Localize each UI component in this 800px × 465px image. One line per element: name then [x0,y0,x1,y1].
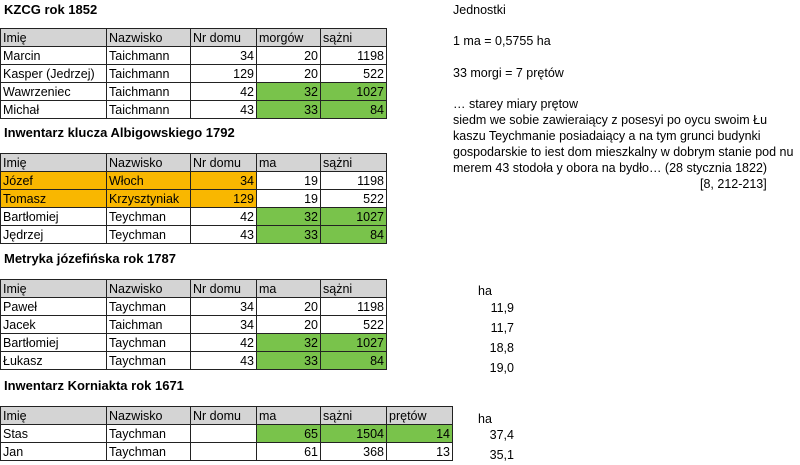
table-cell: Taychman [107,425,191,443]
header-cell: Nazwisko [107,280,191,298]
table-cell: 33 [257,101,321,119]
section-title-albigowski: Inwentarz klucza Albigowskiego 1792 [4,125,235,140]
table-cell: 20 [257,65,321,83]
table-cell: 34 [191,316,257,334]
table-cell: 129 [191,190,257,208]
header-cell: Nazwisko [107,407,191,425]
header-row [1,154,387,172]
table-row [1,101,387,119]
table-cell: 368 [321,443,387,461]
table-cell: 33 [257,226,321,244]
table-cell: Taichman [107,316,191,334]
table-cell: Stas [1,425,107,443]
table-cell: 14 [387,425,453,443]
table-cell: Włoch [107,172,191,190]
header-row [1,29,387,47]
table-cell: Taychman [107,334,191,352]
header-cell: ma [257,154,321,172]
table-cell: 1027 [321,83,387,101]
table-cell: 33 [257,352,321,370]
ha-value: 37,4 [489,428,514,442]
metryka-ha-values [462,298,514,378]
table-row [1,190,387,208]
table-cell: 32 [257,208,321,226]
table-cell: 43 [191,226,257,244]
table-cell: 129 [191,65,257,83]
table-cell: Taychman [107,443,191,461]
section-title-korniakt: Inwentarz Korniakta rok 1671 [4,378,184,393]
table-cell: Kasper (Jedrzej) [1,65,107,83]
table-cell: 19 [257,172,321,190]
table-cell: 1198 [321,298,387,316]
table-kzcg [0,28,387,119]
header-cell: sążni [321,29,387,47]
table-cell: Taychman [107,298,191,316]
header-cell: Imię [1,29,107,47]
ha-value: 11,9 [490,301,514,315]
units-line-1: 1 ma = 0,5755 ha [453,34,551,48]
table-albigowski [0,153,387,244]
header-cell: Nr domu [191,154,257,172]
table-row [1,65,387,83]
table-cell: Teychman [107,208,191,226]
header-cell: ma [257,407,321,425]
table-cell: Józef [1,172,107,190]
quote-line: kaszu Teychmanie posiadaiący a na tym grunci budynki [453,129,761,143]
table-cell: Taichmann [107,47,191,65]
header-cell: Imię [1,280,107,298]
section-title-kzcg: KZCG rok 1852 [4,2,98,17]
header-cell: morgów [257,29,321,47]
table-cell: 43 [191,352,257,370]
table-cell: 522 [321,316,387,334]
table-cell [191,425,257,443]
table-cell: 1027 [321,208,387,226]
table-cell: 1198 [321,47,387,65]
table-cell: 522 [321,65,387,83]
table-row [1,47,387,65]
table-cell: Taichmann [107,83,191,101]
quote-line: … starey miary prętow [453,97,579,111]
header-cell: Nazwisko [107,29,191,47]
ha-value: 19,0 [489,361,514,375]
ha-value: 18,8 [489,341,514,355]
units-title: Jednostki [453,3,506,17]
header-cell: Nr domu [191,280,257,298]
table-cell: Tomasz [1,190,107,208]
header-cell: sążni [321,280,387,298]
table-cell: 1198 [321,172,387,190]
units-line-2: 33 morgi = 7 prętów [453,66,564,80]
table-cell: Bartłomiej [1,334,107,352]
table-row [1,352,387,370]
table-row [1,208,387,226]
table-cell: Taichmann [107,65,191,83]
table-row [1,425,453,443]
quote-line: gospodarskie to iest dom mieszkalny w dobrym stanie pod nu [453,145,794,159]
korniakt-ha-label: ha [478,412,492,426]
table-cell: 42 [191,334,257,352]
table-cell: 20 [257,298,321,316]
table-cell: 84 [321,101,387,119]
table-cell: 19 [257,190,321,208]
header-cell: Nr domu [191,407,257,425]
table-cell: Paweł [1,298,107,316]
table-metryka [0,279,387,370]
table-korniakt [0,406,453,461]
header-cell: Imię [1,154,107,172]
header-cell: Imię [1,407,107,425]
table-row [1,334,387,352]
table-cell: 65 [257,425,321,443]
table-cell: 32 [257,83,321,101]
table-cell: Taychman [107,352,191,370]
metryka-ha-label: ha [478,284,492,298]
table-row [1,172,387,190]
table-cell: 42 [191,208,257,226]
header-row [1,407,453,425]
table-cell: 34 [191,47,257,65]
header-cell: ma [257,280,321,298]
header-cell: sążni [321,154,387,172]
header-cell: prętów [387,407,453,425]
header-cell: Nr domu [191,29,257,47]
table-cell: 1504 [321,425,387,443]
table-cell: 84 [321,226,387,244]
table-cell: Jacek [1,316,107,334]
table-cell: 34 [191,298,257,316]
quote-citation: [8, 212-213] [700,177,767,191]
table-cell: Wawrzeniec [1,83,107,101]
header-cell: sążni [321,407,387,425]
korniakt-ha-values [462,425,514,465]
table-cell: Marcin [1,47,107,65]
table-cell: 522 [321,190,387,208]
table-cell: Jan [1,443,107,461]
section-title-metryka: Metryka józefińska rok 1787 [4,251,176,266]
table-row [1,83,387,101]
table-cell: 43 [191,101,257,119]
table-cell: Taichmann [107,101,191,119]
quote-line: siedm we sobie zawieraiący z posesyi po oycu swoim Łu [453,113,768,127]
table-row [1,316,387,334]
table-row [1,298,387,316]
table-cell: Bartłomiej [1,208,107,226]
table-cell: Łukasz [1,352,107,370]
table-cell: Jędrzej [1,226,107,244]
table-cell: 32 [257,334,321,352]
table-cell: Teychman [107,226,191,244]
table-cell: 61 [257,443,321,461]
table-cell: 13 [387,443,453,461]
header-cell: Nazwisko [107,154,191,172]
table-cell: 42 [191,83,257,101]
table-cell: Krzysztyniak [107,190,191,208]
quote-line: merem 43 stodoła y obora na bydło… (28 stycznia 1822) [453,161,768,175]
table-cell: 20 [257,316,321,334]
table-cell: 34 [191,172,257,190]
table-row [1,226,387,244]
table-cell: 84 [321,352,387,370]
ha-value: 11,7 [490,321,514,335]
ha-value: 35,1 [489,448,514,462]
table-cell: 20 [257,47,321,65]
header-row [1,280,387,298]
table-cell: 1027 [321,334,387,352]
table-cell: Michał [1,101,107,119]
